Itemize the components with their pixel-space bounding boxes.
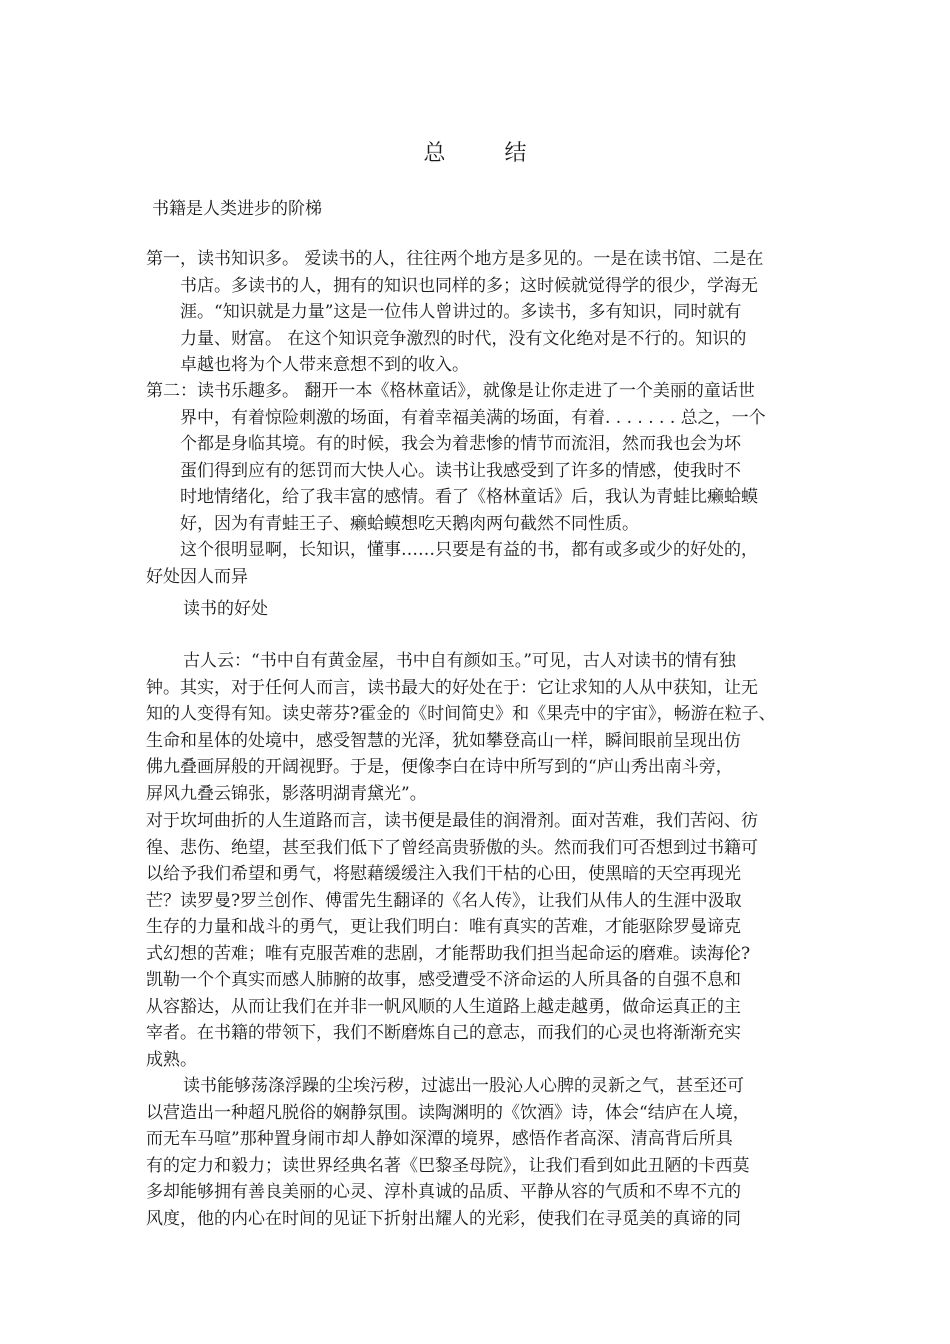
- paragraph-purify-mind: [146, 1073, 810, 1232]
- heading-text: 读书的好处: [183, 599, 268, 619]
- text-line: 涯。“知识就是力量”这是一位伟人曾讲过的。多读书，多有知识，同时就有: [180, 302, 742, 322]
- subtitle-text: 书籍是人类进步的阶梯: [152, 199, 322, 219]
- text-line: 钟。其实，对于任何人而言，读书最大的好处在于：它让求知的人从中获知，让无: [146, 677, 758, 698]
- text-line: 时地情绪化，给了我丰富的感情。看了《格林童话》后，我认为青蛙比癞蛤蟆: [180, 487, 758, 507]
- text-line: 成熟。: [146, 1049, 197, 1070]
- text-line: 个都是身临其境。有的时候，我会为着悲惨的情节而流泪，然而我也会为坏: [180, 434, 741, 454]
- text-line: 读书能够荡涤浮躁的尘埃污秽，过滤出一股沁人心脾的灵新之气，甚至还可: [183, 1076, 744, 1096]
- paragraph-reading-knowledge: [146, 246, 810, 379]
- text-line: 屏风九叠云锦张，影落明湖青黛光”。: [146, 783, 427, 804]
- text-line: 佛九叠画屏般的开阔视野。于是，便像李白在诗中所写到的“庐山秀出南斗旁，: [146, 757, 733, 777]
- text-line: 卓越也将为个人带来意想不到的收入。: [180, 355, 469, 375]
- text-line: 从容豁达，从而让我们在并非一帆风顺的人生道路上越走越勇，做命运真正的主: [146, 996, 741, 1017]
- text-line: 对于坎坷曲折的人生道路而言，读书便是最佳的润滑剂。面对苦难，我们苦闷、彷: [146, 811, 758, 831]
- paragraph-life-road: [146, 808, 810, 1073]
- text-line: 好，因为有青蛙王子、癞蛤蟆想吃天鹅肉两句截然不同性质。: [180, 513, 639, 534]
- text-line: 徨、悲伤、绝望，甚至我们低下了曾经高贵骄傲的头。然而我们可否想到过书籍可: [146, 837, 758, 858]
- paragraph-summary: [146, 537, 810, 590]
- text-line: 这个很明显啊，长知识，懂事……只要是有益的书，都有或多或少的好处的，: [180, 540, 758, 560]
- page-title: 总 结: [423, 141, 553, 166]
- text-line: 以给予我们希望和勇气，将慰藉缓缓注入我们干枯的心田，使黑暗的天空再现光: [146, 864, 741, 884]
- section-subtitle: [146, 196, 810, 223]
- text-line: 宰者。在书籍的带领下，我们不断磨炼自己的意志，而我们的心灵也将渐渐充实: [146, 1023, 741, 1043]
- text-line: 界中，有着惊险刺激的场面，有着幸福美满的场面，有着. . . . . . . 总之，一个: [180, 407, 766, 428]
- section-heading: [146, 596, 810, 623]
- text-line: 有的定力和毅力；读世界经典名著《巴黎圣母院》，让我们看到如此丑陋的卡西莫: [146, 1155, 750, 1176]
- text-line: 蛋们得到应有的惩罚而大快人心。读书让我感受到了许多的情感，使我时不: [180, 460, 741, 481]
- text-line: 凯勒一个个真实而感人肺腑的故事，感受遭受不济命运的人所具备的自强不息和: [146, 970, 741, 990]
- text-line: 第一，读书知识多。 爱读书的人，往往两个地方是多见的。一是在读书馆、二是在: [146, 249, 764, 269]
- text-line: 书店。多读书的人，拥有的知识也同样的多；这时候就觉得学的很少，学海无: [180, 275, 758, 296]
- text-line: 而无车马喧”那种置身闹市却人静如深潭的境界，感悟作者高深、清高背后所具: [146, 1129, 733, 1149]
- text-line: 好处因人而异: [146, 566, 248, 587]
- text-line: 力量、财富。 在这个知识竞争激烈的时代，没有文化绝对是不行的。知识的: [180, 328, 747, 349]
- text-line: 风度，他的内心在时间的见证下折射出耀人的光彩，使我们在寻觅美的真谛的同: [146, 1208, 741, 1229]
- text-line: 芒？读罗曼?罗兰创作、傅雷先生翻译的《名人传》，让我们从伟人的生涯中汲取: [146, 890, 742, 911]
- text-line: 古人云：“书中自有黄金屋，书中自有颜如玉。”可见，古人对读书的情有独: [183, 651, 736, 671]
- paragraph-reading-fun: [146, 378, 810, 537]
- text-line: 多却能够拥有善良美丽的心灵、淳朴真诚的品质、平静从容的气质和不卑不亢的: [146, 1182, 741, 1202]
- text-line: 第二：读书乐趣多。 翻开一本《格林童话》，就像是让你走进了一个美丽的童话世: [146, 381, 755, 401]
- text-line: 式幻想的苦难；唯有克服苦难的悲剧，才能帮助我们担当起命运的磨难。读海伦?: [146, 943, 751, 964]
- text-line: 生存的力量和战斗的勇气，更让我们明白：唯有真实的苦难，才能驱除罗曼谛克: [146, 917, 741, 937]
- text-line: 以营造出一种超凡脱俗的娴静氛围。读陶渊明的《饮酒》诗，体会“结庐在人境，: [146, 1102, 750, 1123]
- paragraph-ancient-saying: [146, 648, 810, 807]
- text-line: 生命和星体的处境中，感受智慧的光泽，犹如攀登高山一样，瞬间眼前呈现出仿: [146, 730, 741, 751]
- text-line: 知的人变得有知。读史蒂芬?霍金的《时间简史》和《果壳中的宇宙》，畅游在粒子、: [146, 704, 776, 724]
